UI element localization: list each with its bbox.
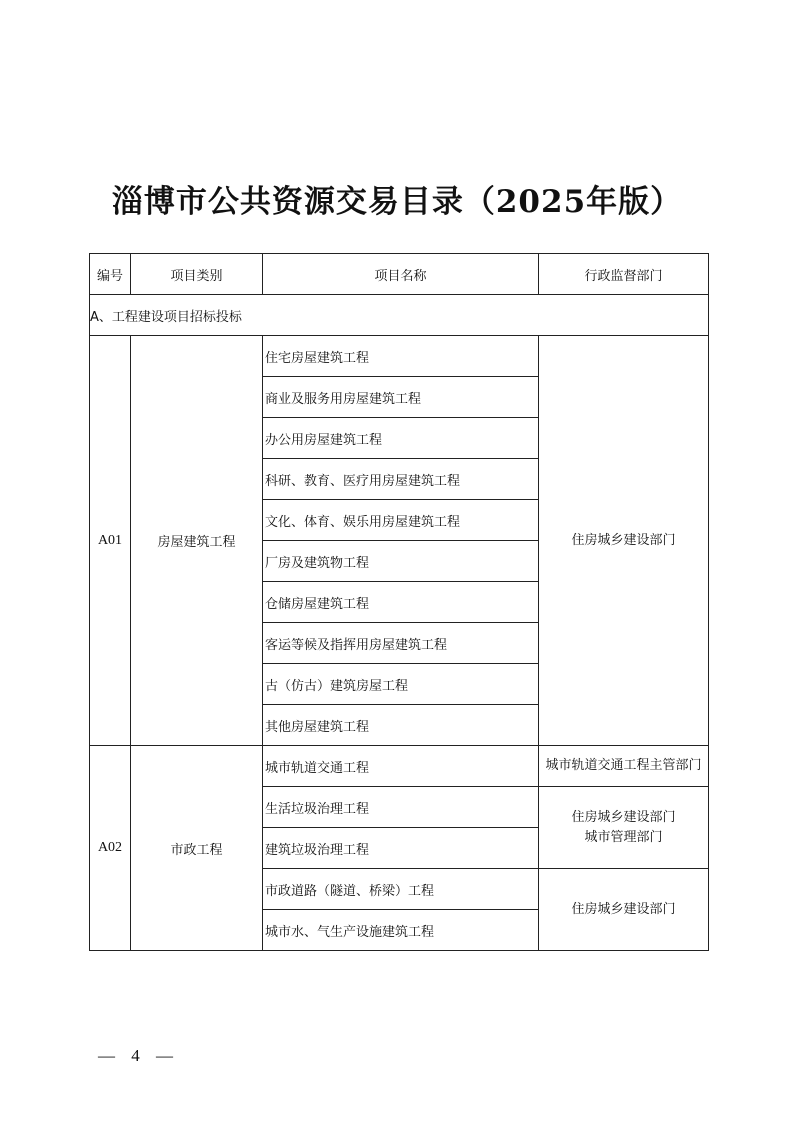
item-name: 厂房及建筑物工程: [263, 541, 539, 582]
header-code: 编号: [90, 254, 131, 295]
item-name: 商业及服务用房屋建筑工程: [263, 377, 539, 418]
item-name: 其他房屋建筑工程: [263, 705, 539, 746]
section-title: A、工程建设项目招标投标: [90, 295, 709, 336]
group-category: 市政工程: [131, 746, 263, 951]
item-name: 文化、体育、娱乐用房屋建筑工程: [263, 500, 539, 541]
department-cell: [539, 746, 709, 787]
group-code: A02: [90, 746, 131, 951]
item-name: 城市水、气生产设施建筑工程: [263, 910, 539, 951]
department-name: 住房城乡建设部门: [571, 809, 676, 825]
department-name: 住房城乡建设部门: [571, 901, 676, 917]
department-name: 城市管理部门: [584, 829, 663, 845]
item-name: 仓储房屋建筑工程: [263, 582, 539, 623]
item-name: 客运等候及指挥用房屋建筑工程: [263, 623, 539, 664]
department-name: 住房城乡建设部门: [571, 532, 676, 548]
group-code: A01: [90, 336, 131, 746]
table-row: [90, 746, 709, 787]
department-cell: [539, 869, 709, 951]
item-name: 科研、教育、医疗用房屋建筑工程: [263, 459, 539, 500]
group-category: 房屋建筑工程: [131, 336, 263, 746]
table-row: [90, 336, 709, 377]
catalog-table: [89, 253, 709, 951]
item-name: 生活垃圾治理工程: [263, 787, 539, 828]
item-name: 市政道路（隧道、桥梁）工程: [263, 869, 539, 910]
department-cell: [539, 336, 709, 746]
section-row: [90, 295, 709, 336]
header-category: 项目类别: [131, 254, 263, 295]
table-header-row: [90, 254, 709, 295]
item-name: 建筑垃圾治理工程: [263, 828, 539, 869]
document-title: 淄博市公共资源交易目录（2025年版）: [111, 184, 683, 220]
department-name: 城市轨道交通工程主管部门: [545, 758, 702, 773]
page-number: — 4 —: [98, 1046, 179, 1065]
header-department: 行政监督部门: [539, 254, 709, 295]
item-name: 住宅房屋建筑工程: [263, 336, 539, 377]
item-name: 城市轨道交通工程: [263, 746, 539, 787]
header-name: 项目名称: [263, 254, 539, 295]
item-name: 古（仿古）建筑房屋工程: [263, 664, 539, 705]
department-cell: [539, 787, 709, 869]
item-name: 办公用房屋建筑工程: [263, 418, 539, 459]
